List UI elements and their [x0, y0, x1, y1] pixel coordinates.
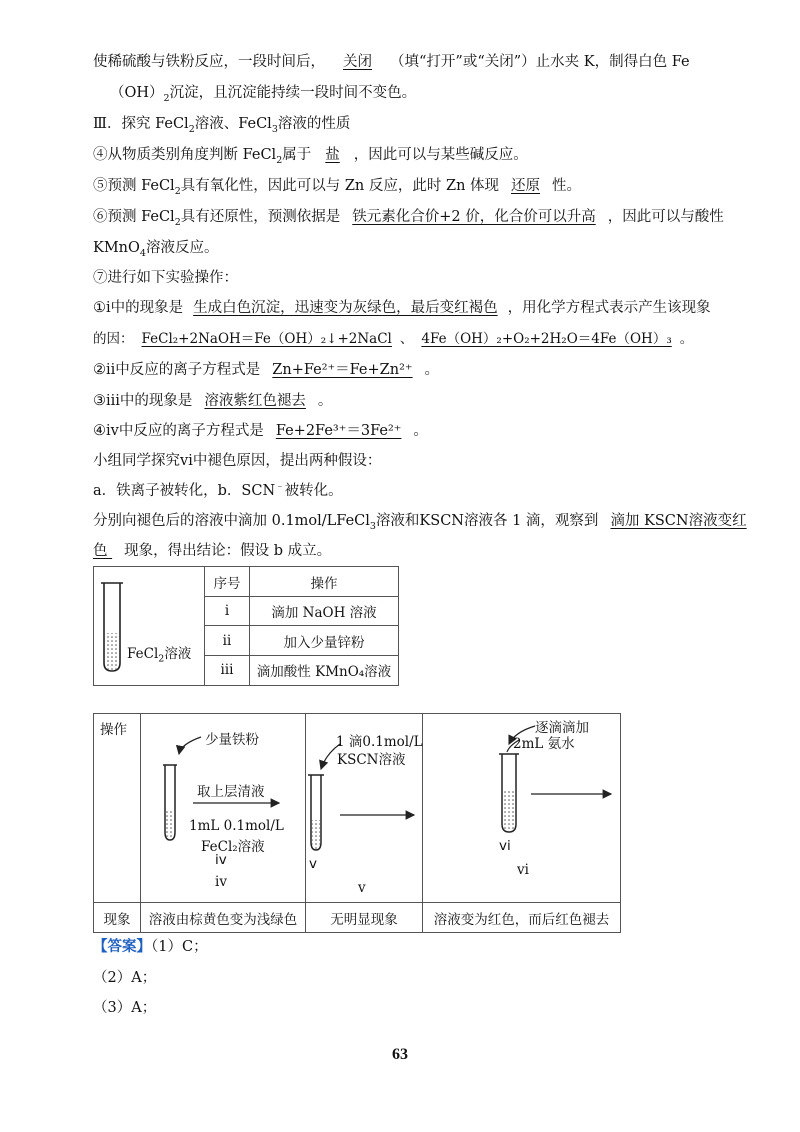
answer-blank: Zn+Fe²⁺＝Fe+Zn²⁺: [272, 362, 413, 378]
text-line: ④从物质类别角度判断 FeCl$_2$属于 盐 ，因此可以与某些碱反应。: [93, 147, 528, 166]
row-operation: 滴加酸性 KMnO₄溶液: [250, 655, 399, 685]
answer-line: （2）A；: [93, 970, 157, 986]
row-number: ⅰ: [205, 597, 250, 626]
row-operation: 滴加 NaOH 溶液: [250, 597, 399, 626]
answer-blank: 生成白色沉淀，迅速变为灰绿色，最后变红褐色: [193, 300, 498, 316]
step-v-cell: [306, 714, 423, 903]
answer-blank: 滴加 KSCN溶液变红: [610, 513, 747, 529]
test-tube-icon: [94, 567, 204, 685]
solution-label: FeCl₂溶液: [201, 839, 265, 855]
text-line: ②ⅱ中反应的离子方程式是 Zn+Fe²⁺＝Fe+Zn²⁺ 。: [93, 362, 440, 378]
text-line: $(OH)_2$沉淀，且沉淀能持续一段时间不变色。: [110, 85, 417, 104]
experiment-table-1: [93, 566, 399, 686]
step-label: vi: [517, 862, 529, 878]
step-label: iv: [215, 874, 227, 890]
answer-blank: FeCl₂+2NaOH＝Fe（OH）₂↓+2NaCl: [141, 331, 392, 347]
table-header: 操作: [250, 567, 399, 597]
text-line: 分别向褪色后的溶液中滴加 0.1mol/LFeCl$_3$溶液和KSCN溶液各 1 滴，观察到 滴加 KSCN溶液变红: [93, 513, 747, 532]
text-line: KMnO$_4$溶液反应。: [93, 240, 219, 259]
answer-blank: 还原: [511, 178, 541, 194]
row-operation: 加入少量锌粉: [250, 626, 399, 655]
reagent-label: 1 滴0.1mol/L: [336, 734, 423, 750]
text-line: ⑥预测 FeCl$_2$具有还原性，预测依据是 铁元素化合价+2 价，化合价可以升高 ，因此可以与酸性: [93, 209, 724, 228]
phenomenon-cell: 溶液由棕黄色变为浅绿色: [141, 903, 306, 933]
op-label: 操作: [94, 714, 141, 903]
answer-line: 【答案】（1）C；: [93, 938, 208, 955]
text-line: ③ⅲ中的现象是 溶液紫红色褪去 。: [93, 393, 333, 409]
phenomenon-label: 现象: [94, 903, 141, 933]
step-label: iv: [215, 852, 227, 868]
step-label: vi: [499, 838, 511, 854]
answer-blank: 4Fe（OH）₂+O₂+2H₂O＝4Fe（OH）₃: [421, 331, 672, 347]
table-header: 序号: [205, 567, 250, 597]
table-row: [94, 903, 621, 933]
experiment-table-2: [93, 713, 621, 933]
row-number: ⅲ: [205, 655, 250, 685]
step-label: v: [358, 880, 366, 896]
text-line: a．铁离子被转化，b．SCN﹣被转化。: [93, 481, 343, 499]
text-line: ⑤预测 FeCl$_2$具有氧化性，因此可以与 Zn 反应，此时 Zn 体现 还原 性。: [93, 178, 582, 197]
reagent-label: 2mL 氨水: [513, 736, 575, 752]
text-line: ⑦进行如下实验操作：: [93, 270, 238, 286]
step-iv-cell: [141, 714, 306, 903]
text-line: ④ⅳ中反应的离子方程式是 Fe+2Fe³⁺＝3Fe²⁺ 。: [93, 423, 428, 439]
arrow-label: 取上层清液: [197, 784, 265, 800]
answer-blank: 铁元素化合价+2 价，化合价可以升高: [352, 209, 596, 225]
page-number: 63: [392, 1046, 408, 1063]
text-line: 色 现象，得出结论：假设 b 成立。: [93, 543, 332, 559]
text-line: 小组同学探究ⅵ中褪色原因，提出两种假设：: [93, 453, 382, 469]
answer-line: （3）A；: [93, 1000, 157, 1016]
section-heading: Ⅲ．探究 FeCl$_2$溶液、FeCl$_3$溶液的性质: [93, 116, 351, 135]
reagent-label: 逐滴滴加: [535, 720, 589, 736]
text-line: 使稀硫酸与铁粉反应，一段时间后， 关闭 （填“打开”或“关闭”）止水夹 K，制得白色 Fe: [93, 54, 690, 70]
phenomenon-cell: 溶液变为红色，而后红色褪去: [423, 903, 621, 933]
reagent-label: 少量铁粉: [205, 732, 259, 748]
row-number: ⅱ: [205, 626, 250, 655]
phenomenon-cell: 无明显现象: [306, 903, 423, 933]
step-label: v: [309, 856, 317, 872]
reagent-label: KSCN溶液: [337, 752, 406, 768]
answer-blank: 盐: [325, 147, 340, 163]
tube-label: FeCl$_2$溶液: [127, 646, 192, 665]
answer-tag: 【答案】: [93, 938, 151, 955]
text-line: ①ⅰ中的现象是 生成白色沉淀，迅速变为灰绿色，最后变红褐色 ，用化学方程式表示产生该现象: [93, 300, 711, 316]
text-line: 的因： FeCl₂+2NaOH＝Fe（OH）₂↓+2NaCl 、 4Fe（OH）₂+O₂+2H₂O＝4Fe（OH）₃ 。: [93, 331, 694, 347]
concentration-label: 1mL 0.1mol/L: [189, 818, 284, 834]
answer-blank: 关闭: [343, 54, 372, 70]
answer-blank: 溶液紫红色褪去: [204, 393, 306, 409]
answer-blank: 色: [93, 543, 108, 559]
test-tube-cell: [94, 567, 205, 686]
answer-blank: Fe+2Fe³⁺＝3Fe²⁺: [275, 423, 402, 439]
step-vi-cell: [423, 714, 621, 903]
